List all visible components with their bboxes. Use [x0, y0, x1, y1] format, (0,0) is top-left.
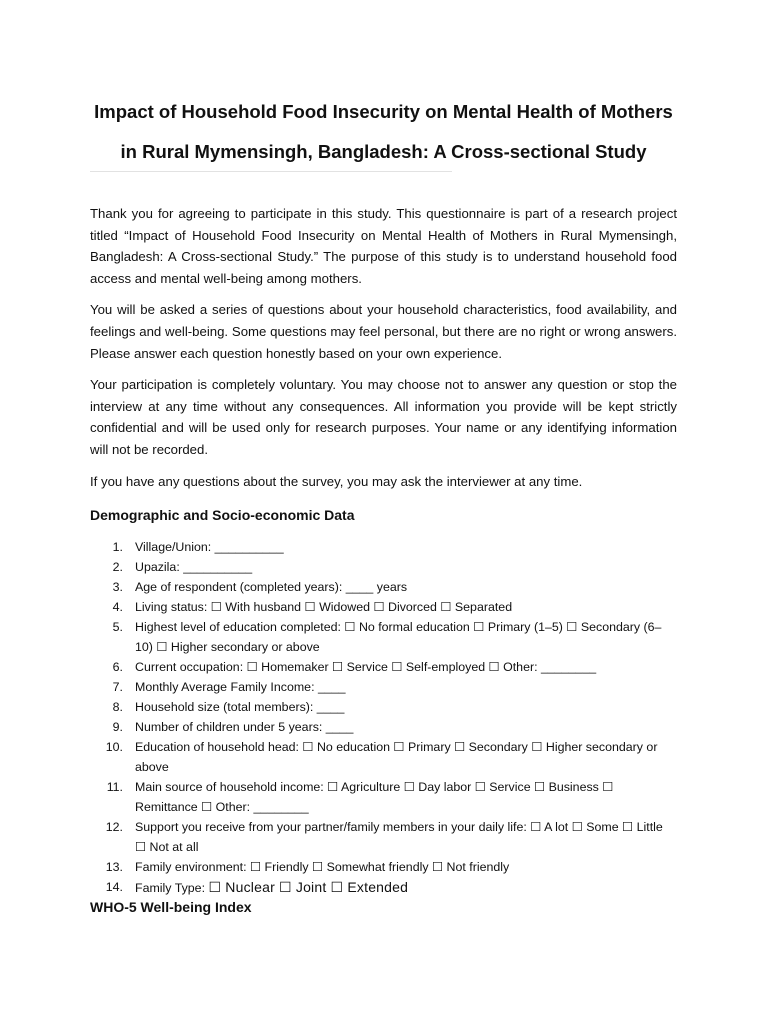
- question-text: Highest level of education completed: ☐ No formal education ☐ Primary (1–5) ☐ Secondary (6–10) ☐ Higher secondary or above: [135, 620, 662, 654]
- title-line-2: in Rural Mymensingh, Bangladesh: A Cross-sectional Study: [120, 141, 647, 162]
- question-item: [90, 577, 677, 597]
- question-number: 2.: [112, 560, 123, 574]
- question-number: 6.: [112, 660, 123, 674]
- question-number: 11.: [106, 780, 123, 794]
- question-text: Number of children under 5 years: ____: [135, 720, 354, 734]
- question-item: [90, 557, 677, 577]
- question-number: 3.: [112, 580, 123, 594]
- question-text: Age of respondent (completed years): ____ years: [135, 580, 408, 594]
- question-text: Education of household head: ☐ No education ☐ Primary ☐ Secondary ☐ Higher secondary or above: [135, 740, 658, 774]
- question-item: [90, 677, 677, 697]
- title-divider: [90, 171, 452, 172]
- question-number: 4.: [112, 600, 123, 614]
- question-item: [90, 777, 677, 817]
- question-number: 12.: [105, 820, 123, 834]
- question-item: [90, 537, 677, 557]
- question-number: 5.: [112, 620, 123, 634]
- question-item: [90, 857, 677, 877]
- question-text: Current occupation: ☐ Homemaker ☐ Service ☐ Self-employed ☐ Other: ________: [135, 660, 597, 674]
- question-number: 9.: [112, 720, 123, 734]
- question-text: Family environment: ☐ Friendly ☐ Somewhat friendly ☐ Not friendly: [135, 860, 510, 874]
- question-item: [90, 657, 677, 677]
- question-item: [90, 717, 677, 737]
- intro-paragraph: Your participation is completely voluntary. You may choose not to answer any question or stop the interview at any time without any consequences. All information you provide will be kept strictly confidential and will be used only for research purposes. Your name or any identifying information will not be recorded.: [90, 377, 677, 457]
- question-item: [90, 737, 677, 777]
- question-number: 13.: [105, 860, 123, 874]
- question-item: [90, 877, 677, 898]
- question-number: 1.: [112, 540, 123, 554]
- intro-paragraph: You will be asked a series of questions about your household characteristics, food availability, and feelings and well-being. Some questions may feel personal, but there are no right or wrong answers. Please answer each question honestly based on your own experience.: [90, 302, 677, 361]
- section-heading-who5: WHO-5 Well-being Index: [90, 899, 252, 915]
- question-number: 10.: [105, 740, 123, 754]
- question-text: Monthly Average Family Income: ____: [135, 680, 346, 694]
- question-item: [90, 697, 677, 717]
- question-number: 8.: [112, 700, 123, 714]
- intro-paragraph: Thank you for agreeing to participate in this study. This questionnaire is part of a research project titled “Impact of Household Food Insecurity on Mental Health of Mothers in Rural Mymensingh, Bangladesh: A Cross-sectional Study.” The purpose of this study is to understand household food access and mental well-being among mothers.: [90, 206, 677, 286]
- question-text: Family Type:: [135, 881, 209, 895]
- question-text: Support you receive from your partner/family members in your daily life: ☐ A lot ☐ Some ☐ Little ☐ Not at all: [135, 820, 663, 854]
- question-text: Upazila: __________: [135, 560, 253, 574]
- intro-paragraph: If you have any questions about the survey, you may ask the interviewer at any time.: [90, 473, 583, 489]
- title-line-1: Impact of Household Food Insecurity on Mental Health of Mothers: [94, 101, 673, 122]
- question-list: [90, 537, 677, 898]
- intro-section: [90, 203, 677, 502]
- question-item: [90, 617, 677, 657]
- question-text: Household size (total members): ____: [135, 700, 345, 714]
- document-title: [80, 92, 687, 172]
- question-text: Village/Union: __________: [135, 540, 284, 554]
- question-number: 14.: [105, 880, 123, 894]
- question-options: ☐ Nuclear ☐ Joint ☐ Extended: [208, 879, 409, 895]
- question-text: Main source of household income: ☐ Agriculture ☐ Day labor ☐ Service ☐ Business ☐ Remittance ☐ Other: ________: [135, 780, 614, 814]
- question-item: [90, 597, 677, 617]
- question-text: Living status: ☐ With husband ☐ Widowed ☐ Divorced ☐ Separated: [135, 600, 513, 614]
- question-number: 7.: [112, 680, 123, 694]
- section-heading-demographic: Demographic and Socio-economic Data: [90, 507, 355, 523]
- question-item: [90, 817, 677, 857]
